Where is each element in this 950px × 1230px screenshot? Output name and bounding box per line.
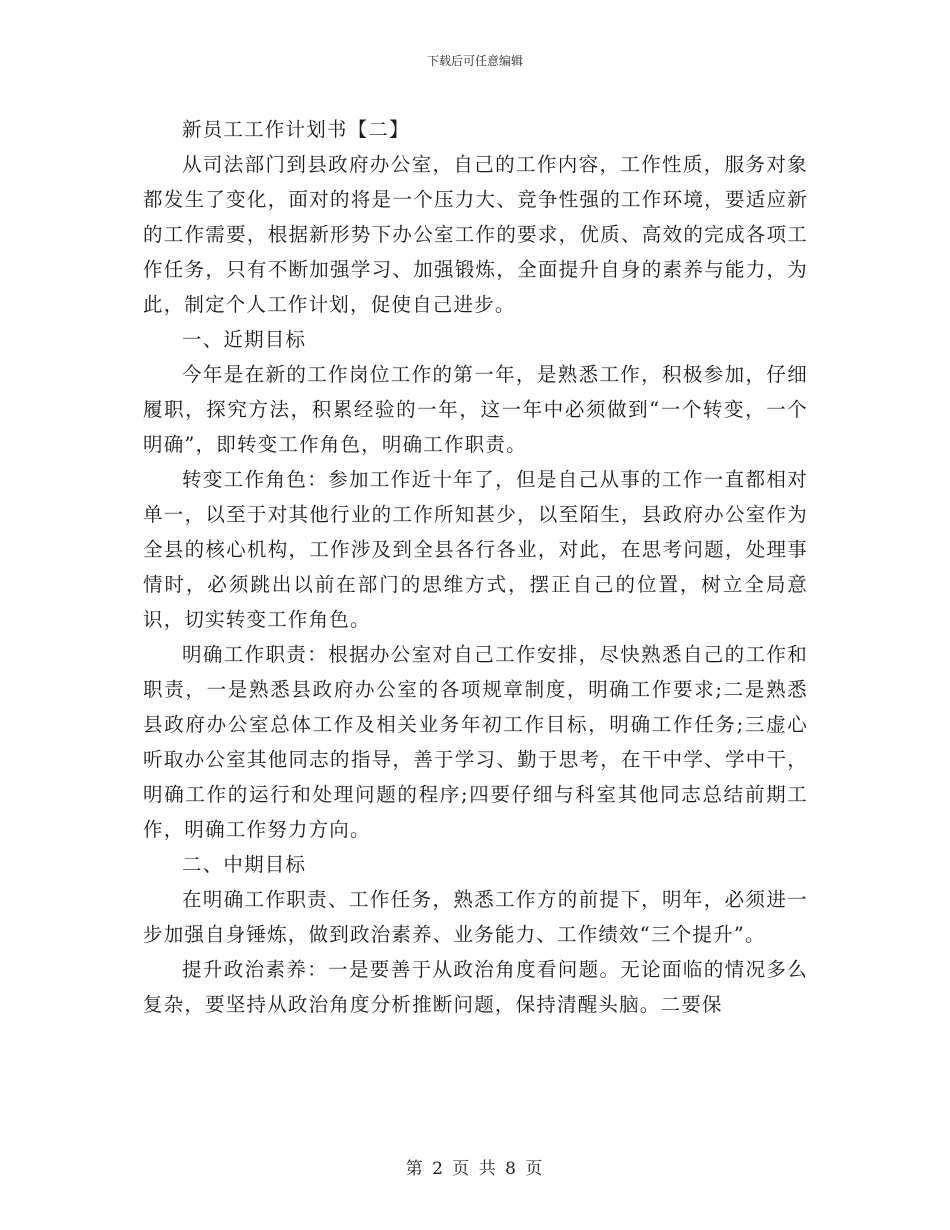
page-number: 第 2 页 共 8 页 — [405, 1159, 545, 1179]
section-heading-mid-term: 二、中期目标 — [182, 853, 307, 876]
page-header: 下载后可任意编辑 — [426, 54, 523, 68]
paragraph-intro: 从司法部门到县政府办公室，自己的工作内容，工作性质，服务对象都发生了变化，面对的将是一个压力大、竞争性强的工作环境，要适应新的工作需要，根据新形势下办公室工作的要求，优质、高效的完成各项工作任务，只有不断加强学习、加强锻炼，全面提升自身的素养与能力，为此，制定个人工作计划，促使自己进步。 — [143, 153, 808, 316]
paragraph-short-term: 今年是在新的工作岗位工作的第一年，是熟悉工作，积极参加，仔细履职，探究方法，积累经验的一年，这一年中必须做到“一个转变，一个明确”，即转变工作角色，明确工作职责。 — [143, 363, 808, 456]
paragraph-mid-term: 在明确工作职责、工作任务，熟悉工作方的前提下，明年，必须进一步加强自身锤炼，做到政治素养、业务能力、工作绩效“三个提升”。 — [143, 888, 808, 946]
paragraph-political-quality: 提升政治素养：一是要善于从政治角度看问题。无论面临的情况多么复杂，要坚持从政治角度分析推断问题，保持清醒头脑。二要保 — [143, 958, 808, 1016]
document-body — [143, 112, 808, 1022]
paragraph-clarify-duties: 明确工作职责：根据办公室对自己工作安排，尽快熟悉自己的工作和职责，一是熟悉县政府办公室的各项规章制度，明确工作要求;二是熟悉县政府办公室总体工作及相关业务年初工作目标，明确工作任务;三虚心听取办公室其他同志的指导，善于学习、勤于思考，在干中学、学中干，明确工作的运行和处理问题的程序;四要仔细与科室其他同志总结前期工作，明确工作努力方向。 — [143, 643, 808, 841]
section-heading-short-term: 一、近期目标 — [182, 328, 307, 351]
paragraph-role-change: 转变工作角色：参加工作近十年了，但是自己从事的工作一直都相对单一，以至于对其他行业的工作所知甚少，以至陌生，县政府办公室作为全县的核心机构，工作涉及到全县各行各业，对此，在思考问题，处理事情时，必须跳出以前在部门的思维方式，摆正自己的位置，树立全局意识，切实转变工作角色。 — [143, 468, 808, 631]
document-title: 新员工工作计划书【二】 — [182, 118, 410, 141]
